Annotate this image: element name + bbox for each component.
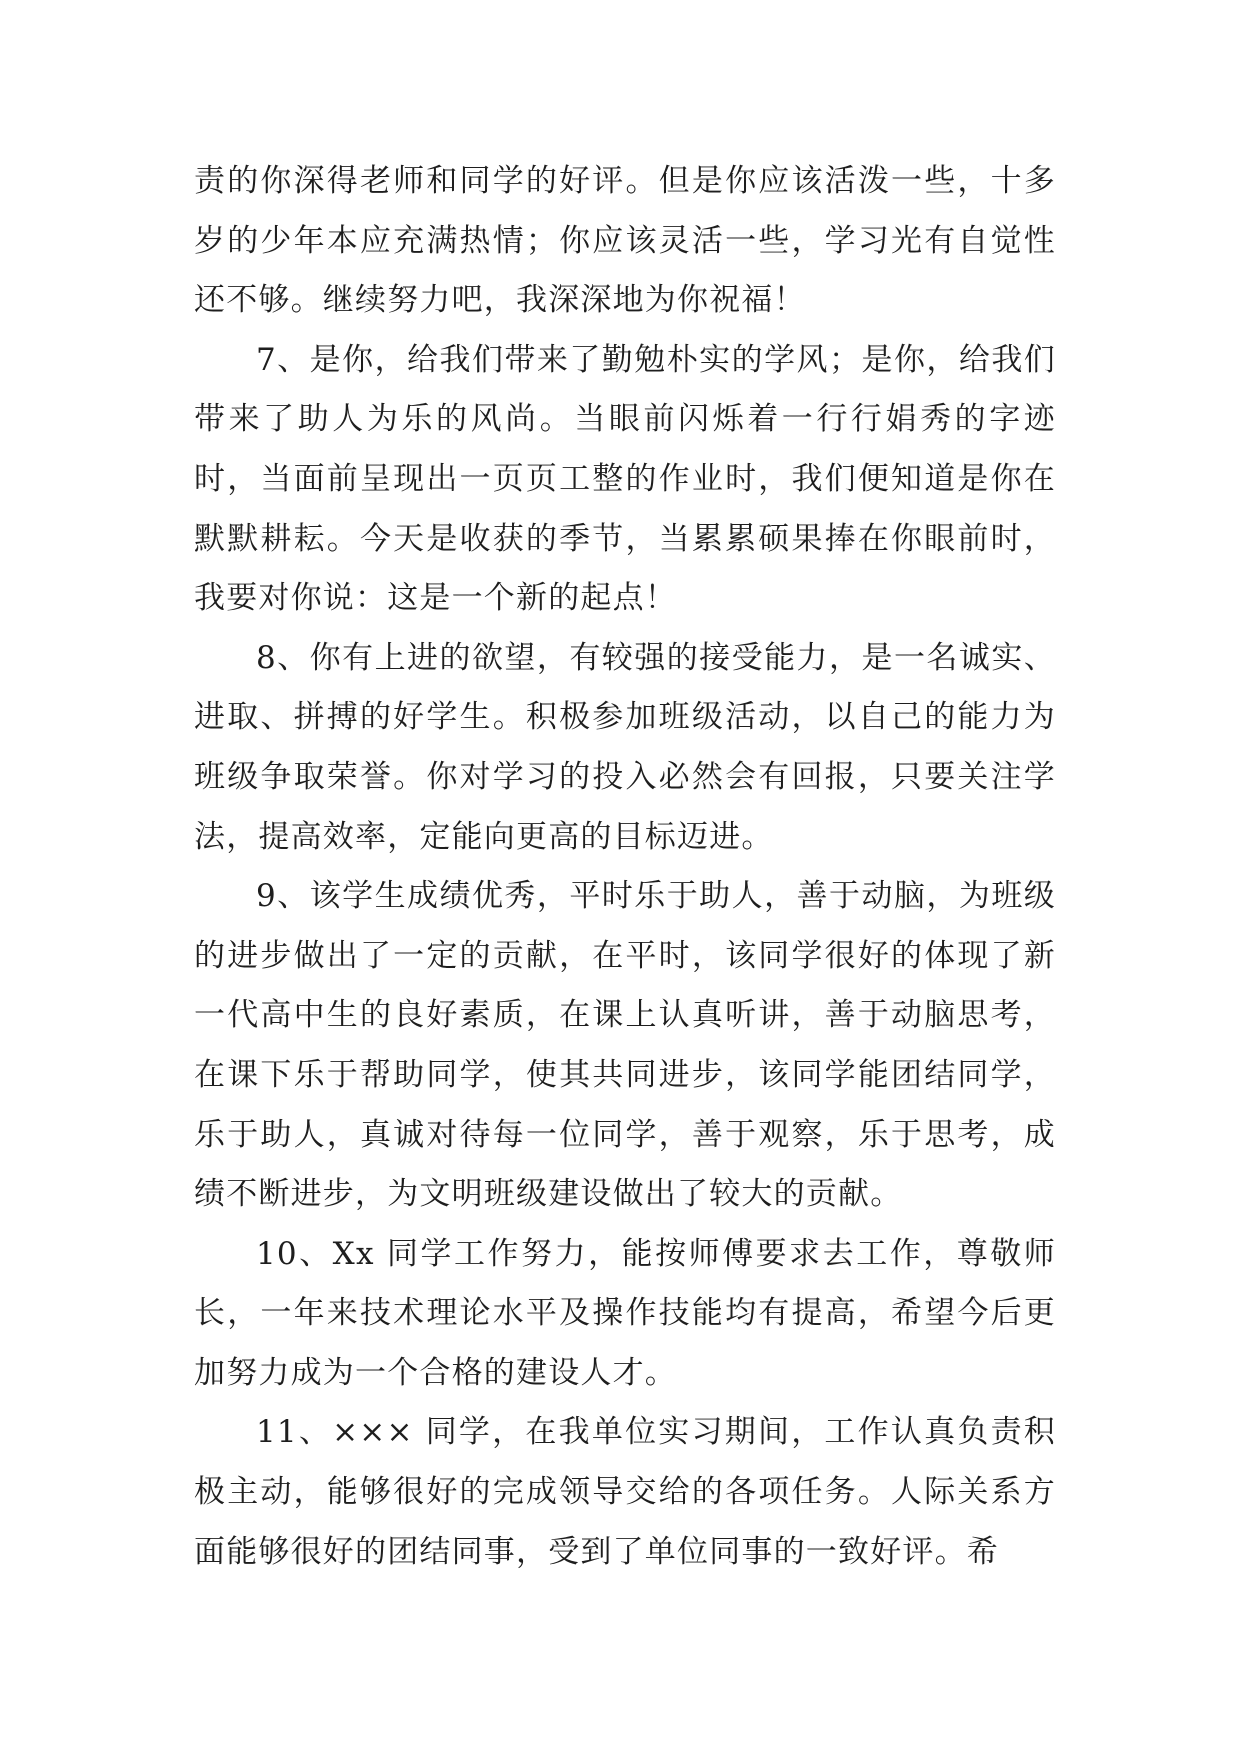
paragraph-9: 9、该学生成绩优秀，平时乐于助人，善于动脑，为班级的进步做出了一定的贡献，在平时，该同学很好的体现了新一代高中生的良好素质，在课上认真听讲，善于动脑思考，在课下乐于帮助同学，使其共同进步，该同学能团结同学，乐于助人，真诚对待每一位同学，善于观察，乐于思考，成绩不断进步，为文明班级建设做出了较大的贡献。 — [194, 878, 1056, 1213]
paragraph-continued: 责的你深得老师和同学的好评。但是你应该活泼一些，十多岁的少年本应充满热情；你应该灵活一些，学习光有自觉性还不够。继续努力吧，我深深地为你祝福！ — [194, 163, 1056, 319]
paragraph-8: 8、你有上进的欲望，有较强的接受能力，是一名诚实、进取、拼搏的好学生。积极参加班级活动，以自己的能力为班级争取荣誉。你对学习的投入必然会有回报，只要关注学法，提高效率，定能向更高的目标迈进。 — [194, 639, 1056, 855]
document-page — [194, 152, 1056, 1582]
paragraph-11: 11、××× 同学，在我单位实习期间，工作认真负责积极主动，能够很好的完成领导交给的各项任务。人际关系方面能够很好的团结同事，受到了单位同事的一致好评。希 — [194, 1414, 1056, 1570]
paragraph-10: 10、Xx 同学工作努力，能按师傅要求去工作，尊敬师长，一年来技术理论水平及操作技能均有提高，希望今后更加努力成为一个合格的建设人才。 — [194, 1235, 1056, 1391]
paragraph-7: 7、是你，给我们带来了勤勉朴实的学风；是你，给我们带来了助人为乐的风尚。当眼前闪烁着一行行娟秀的字迹时，当面前呈现出一页页工整的作业时，我们便知道是你在默默耕耘。今天是收获的季节，当累累硕果捧在你眼前时，我要对你说：这是一个新的起点！ — [194, 341, 1056, 617]
